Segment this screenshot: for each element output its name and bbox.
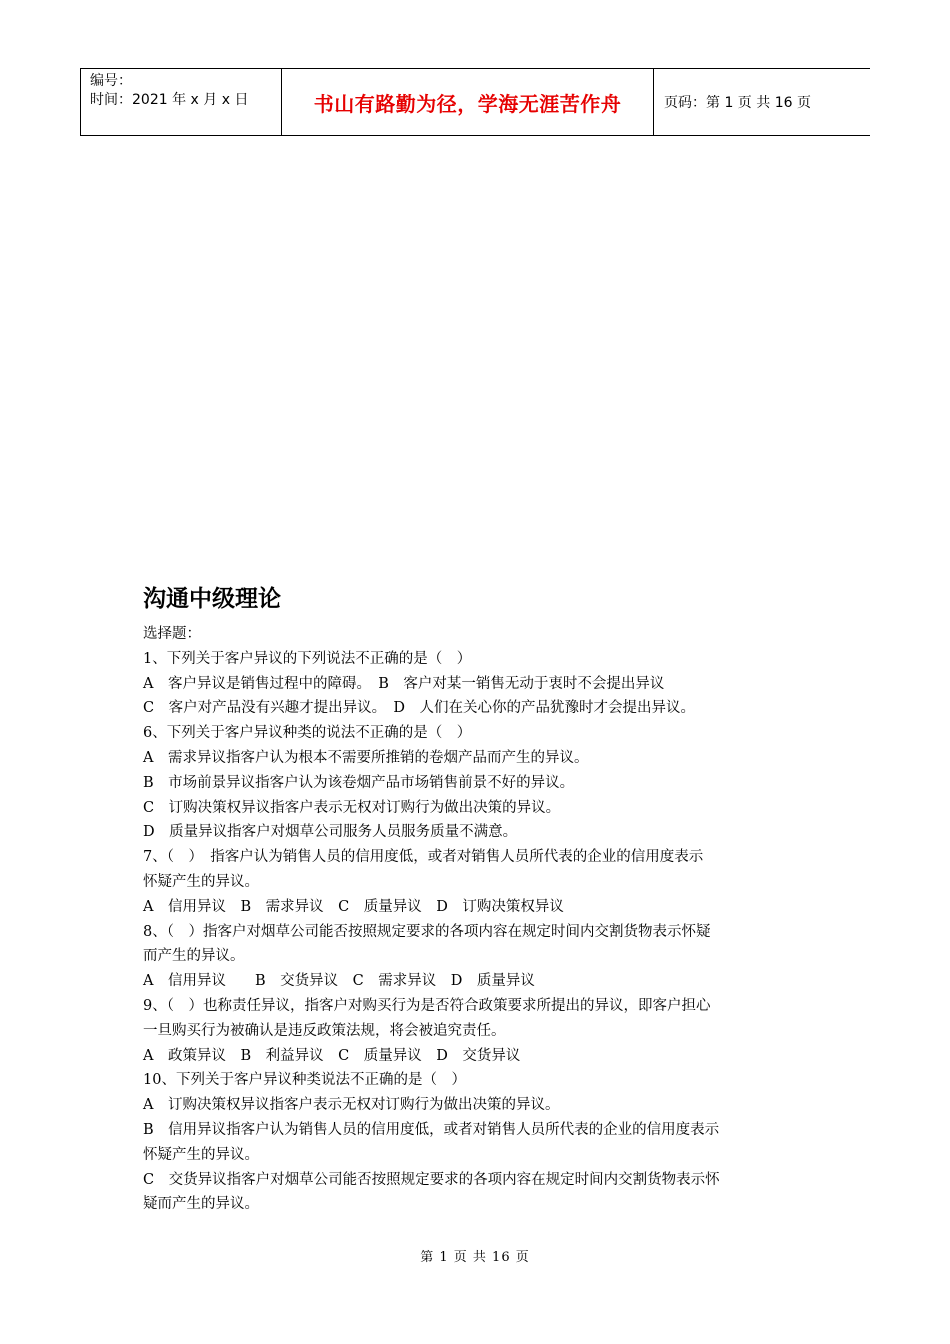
question-10-option-c: C 交货异议指客户对烟草公司能否按照规定要求的各项内容在规定时间内交割货物表示怀 — [143, 1171, 720, 1188]
question-8-options: A 信用异议 B 交货异议 C 需求异议 D 质量异议 — [143, 973, 535, 990]
question-10-option-b-continued: 怀疑产生的异议。 — [143, 1146, 259, 1163]
question-10-option-c-continued: 疑而产生的异议。 — [143, 1196, 259, 1213]
question-6: 6、下列关于客户异议种类的说法不正确的是（ ） — [143, 725, 472, 742]
question-9: 9、（ ）也称责任异议，指客户对购买行为是否符合政策要求所提出的异议，即客户担心 — [143, 997, 711, 1014]
question-content — [143, 622, 813, 1217]
question-7-continued: 怀疑产生的异议。 — [143, 873, 259, 890]
question-8-continued: 而产生的异议。 — [143, 948, 245, 965]
header-motto: 书山有路勤为径，学海无涯苦作舟 — [282, 69, 654, 135]
question-6-option-b: B 市场前景异议指客户认为该卷烟产品市场销售前景不好的异议。 — [143, 774, 575, 791]
page-footer: 第 1 页 共 16 页 — [420, 1250, 530, 1265]
question-6-option-c: C 订购决策权异议指客户表示无权对订购行为做出决策的异议。 — [143, 799, 561, 816]
header-page-info: 页码：第 1 页 共 16 页 — [664, 95, 811, 111]
header-table — [80, 68, 870, 136]
question-6-option-a: A 需求异议指客户认为根本不需要所推销的卷烟产品而产生的异议。 — [143, 749, 589, 766]
question-10-option-b: B 信用异议指客户认为销售人员的信用度低，或者对销售人员所代表的企业的信用度表示 — [143, 1121, 720, 1138]
question-9-options: A 政策异议 B 利益异议 C 质量异议 D 交货异议 — [143, 1047, 521, 1064]
question-10: 10、下列关于客户异议种类说法不正确的是（ ） — [143, 1072, 466, 1089]
section-heading: 选择题： — [143, 626, 201, 642]
document-number-label: 编号： — [90, 73, 132, 89]
document-title: 沟通中级理论 — [143, 586, 281, 612]
question-9-continued: 一旦购买行为被确认是违反政策法规，将会被追究责任。 — [143, 1022, 506, 1039]
question-1-options-cd: C 客户对产品没有兴趣才提出异议。 D 人们在关心你的产品犹豫时才会提出异议。 — [143, 700, 695, 717]
document-time-label: 时间：2021 年 x 月 x 日 — [90, 92, 249, 108]
question-8: 8、（ ）指客户对烟草公司能否按照规定要求的各项内容在规定时间内交割货物表示怀疑 — [143, 923, 711, 940]
question-6-option-d: D 质量异议指客户对烟草公司服务人员服务质量不满意。 — [143, 824, 518, 841]
question-1: 1、下列关于客户异议的下列说法不正确的是（ ） — [143, 650, 472, 667]
question-1-options-ab: A 客户异议是销售过程中的障碍。 B 客户对某一销售无动于衷时不会提出异议 — [143, 675, 665, 692]
header-meta-cell — [80, 69, 282, 135]
question-10-option-a: A 订购决策权异议指客户表示无权对订购行为做出决策的异议。 — [143, 1097, 560, 1114]
question-7: 7、（ ） 指客户认为销售人员的信用度低，或者对销售人员所代表的企业的信用度表示 — [143, 849, 704, 866]
question-7-options: A 信用异议 B 需求异议 C 质量异议 D 订购决策权异议 — [143, 898, 564, 915]
